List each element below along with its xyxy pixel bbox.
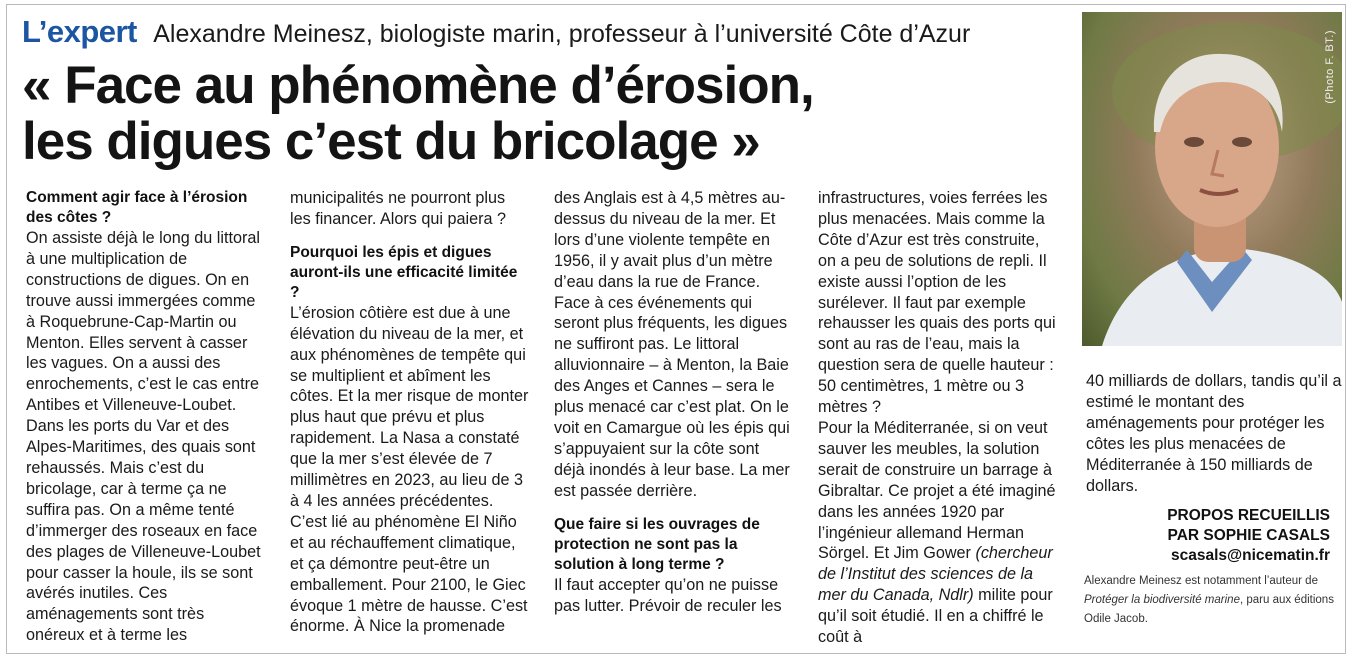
- expert-description: Alexandre Meinesz, biologiste marin, professeur à l’université Côte d’Azur: [153, 20, 971, 48]
- byline-line-2: PAR SOPHIE CASALS: [1167, 527, 1330, 545]
- question-3: Que faire si les ouvrages de protection ne sont pas la solution à long terme ?: [554, 515, 760, 573]
- answer-2: L’érosion côtière est due à une élévation du niveau de la mer, et aux phénomènes de tempête qui se multiplient et abîment les côtes. Et la mer risque de monter plus haut que prévu et plus rapidement. La Nasa a constaté que la mer s’est élevée de 7 millimètres en 2023, au lieu de 3 à 4 les années précédentes. C’est lié au phénomène El Niño et au réchauffement climatique, et ça démontre peut-être un emballement. Pour 2100, le Giec évoque 1 mètre de hausse. C’est énorme. À Nice la promenade: [290, 303, 529, 636]
- answer-3: Il faut accepter qu’on ne puisse pas lutter. Prévoir de reculer les: [554, 575, 782, 615]
- book-footnote: [1084, 572, 1338, 629]
- portrait-photo-icon: [1082, 12, 1342, 346]
- photo-credit: (Photo F. BT.): [1324, 30, 1336, 104]
- question-2: Pourquoi les épis et digues auront-ils une efficacité limitée ?: [290, 243, 518, 301]
- byline-line-1: PROPOS RECUEILLIS: [1167, 507, 1330, 525]
- answer-3-final: 40 milliards de dollars, tandis qu’il a estimé le montant des aménagements pour protéger les côtes les plus menacées de Méditerranée à 150 milliards de dollars.: [1086, 372, 1342, 495]
- author-email: scasals@nicematin.fr: [1171, 547, 1330, 565]
- section-label: L’expert: [22, 14, 137, 49]
- expert-photo: [1082, 12, 1342, 346]
- answer-1-continued: municipalités ne pourront plus les financer. Alors qui paiera ?: [290, 189, 506, 228]
- byline: [1086, 506, 1342, 566]
- answer-3-gibraltar-text: Pour la Méditerranée, si on veut sauver les meubles, la solution serait de construire un barrage à Gibraltar. Ce projet a été imaginé dans les années 1920 par l’ingénieur allemand Herman Sörgel. Et Jim Gower: [818, 418, 1056, 563]
- headline: [22, 58, 1062, 170]
- column-3: [554, 188, 794, 616]
- article-kicker: [22, 14, 970, 51]
- answer-3-continued: infrastructures, voies ferrées les plus menacées. Mais comme la Côte d’Azur est très construite, on a peu de solutions de repli. Il existe aussi l’option de les surélever. Il faut par exemple rehausser les quais des ports qui sont au ras de l’eau, mais la question sera de quelle hauteur : 50 centimètres, 1 mètre ou 3 mètres ?: [818, 189, 1056, 417]
- answer-3-end: milite pour qu’il soit étudié. Il en a chiffré le coût à: [818, 586, 1053, 647]
- answer-1: On assiste déjà le long du littoral à une multiplication de constructions de digues. On en trouve aussi immergées comme à Roquebrune-Cap-Martin ou Menton. Elles servent à casser les vagues. On a aussi des enrochements, c’est le cas entre Antibes et Villeneuve-Loubet. Dans les ports du Var et des Alpes-Maritimes, des quais sont rehaussés. Mais c’est du bricolage, car à terme ça ne suffira pas. On a même tenté d’immerger des roseaux en face des plages de Villeneuve-Loubet pour casser la houle, ils se sont avérés inutiles. Ces aménagements sont très onéreux et à terme les: [26, 229, 261, 645]
- column-2: [290, 188, 530, 637]
- question-1: Comment agir face à l’érosion des côtes ?: [26, 189, 248, 226]
- column-4: [818, 188, 1058, 648]
- editor-note: (chercheur de l’Institut des sciences de la mer du Canada, Ndlr): [818, 544, 1053, 605]
- headline-line-1: « Face au phénomène d’érosion,: [22, 56, 814, 115]
- footnote-intro: Alexandre Meinesz est notamment l’auteur de: [1084, 575, 1318, 587]
- headline-line-2: les digues c’est du bricolage »: [22, 112, 760, 171]
- answer-3-gibraltar: [818, 418, 1058, 648]
- answer-2-continued: des Anglais est à 4,5 mètres au-dessus du niveau de la mer. Et lors d’une violente tempête en 1956, il y avait plus d’un mètre d’eau dans la rue de France. Face à ces événements qui seront plus fréquents, les digues ne suffiront pas. Le littoral alluvionnaire – à Menton, la Baie des Anges et Cannes – sera le plus menacé car c’est plat. On le voit en Camargue où les épis qui s’appuyaient sur la côte sont déjà inondés à leur base. La mer est passée derrière.: [554, 189, 790, 500]
- book-title: Protéger la biodiversité marine: [1084, 594, 1240, 606]
- footnote-publisher: , paru aux éditions Odile Jacob.: [1084, 594, 1334, 625]
- column-1: [26, 188, 266, 646]
- column-5: [1086, 371, 1342, 566]
